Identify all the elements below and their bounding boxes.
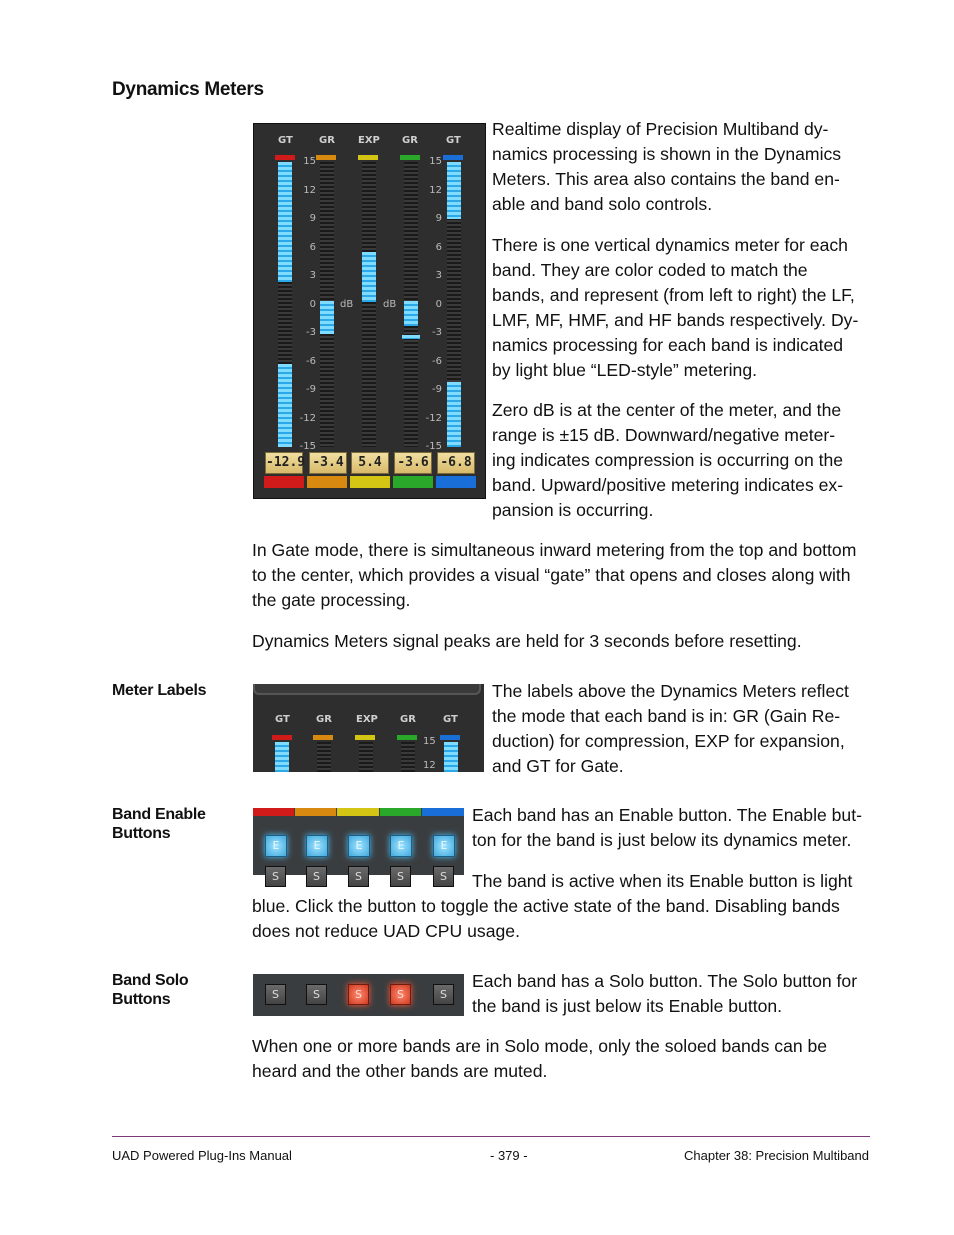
para-enable-2: The band is active when its Enable button is light blue. Click the button to toggle the active state of the band. Disabling bands does not reduce UAD CPU usage. — [252, 871, 853, 941]
scale-left — [296, 156, 316, 461]
db-label-right: dB — [383, 299, 397, 310]
meter-label: GT — [275, 714, 290, 725]
meter-level-hf — [444, 742, 458, 772]
solo-button-partial[interactable]: S — [433, 866, 454, 887]
scale-right — [422, 156, 442, 461]
footer-rule — [112, 1136, 870, 1137]
solo-button-lf[interactable]: S — [265, 984, 286, 1005]
meter-value-mf: 5.4 — [351, 452, 389, 474]
para-dynamics-2: There is one vertical dynamics meter for each band. They are color coded to match the bands, and represent (from left to right) the LF, LMF, MF, HMF, and HF bands respectively. Dy- namics processing for each band is indicated by light blue “LED-style” metering. — [492, 235, 859, 380]
meter-level-lf — [275, 742, 289, 772]
scale-tick: -6 — [432, 355, 442, 367]
band-color-hmf — [393, 476, 433, 488]
meter-level-hmf — [404, 301, 418, 326]
band-strip-mf — [355, 735, 375, 740]
band-strip-lmf — [316, 155, 336, 160]
meter-value-hf: -6.8 — [437, 452, 475, 474]
scale-tick: 0 — [435, 298, 442, 310]
scale-tick: -9 — [306, 384, 316, 395]
meter-label: GT — [446, 135, 461, 146]
footer-right: Chapter 38: Precision Multiband — [684, 1148, 869, 1163]
scale-tick: 6 — [309, 241, 316, 253]
band-color-hf — [436, 476, 476, 488]
para-enable-1: Each band has an Enable button. The Enable but- ton for the band is just below its dynamics meter. — [472, 805, 862, 850]
solo-button-partial[interactable]: S — [390, 866, 411, 887]
db-label-left: dB — [340, 299, 354, 310]
meter-level-hf-top — [447, 162, 461, 219]
meter-track-lmf — [317, 742, 331, 772]
meter-track-mf — [362, 162, 376, 447]
para-dynamics-1: Realtime display of Precision Multiband dy- namics processing is shown in the Dynamics Meters. This area also contains the band en- able and band solo controls. — [492, 119, 842, 214]
meter-label: GR — [402, 135, 418, 146]
footer-page-number: - 379 - — [490, 1148, 528, 1163]
meter-label: GR — [316, 714, 332, 725]
meter-label: GT — [443, 714, 458, 725]
scale-tick: -12 — [299, 412, 316, 424]
scale-tick: 15 — [429, 156, 442, 167]
scale-tick: -15 — [299, 441, 316, 452]
scale-tick: 3 — [309, 270, 316, 281]
band-enable-heading: Band Enable Buttons — [112, 806, 206, 842]
para-peaks: Dynamics Meters signal peaks are held for 3 seconds before resetting. — [252, 631, 802, 651]
scale-tick: 9 — [309, 213, 316, 224]
band-color-mf — [350, 476, 390, 488]
band-color-lmf — [307, 476, 347, 488]
scale-tick: -15 — [425, 441, 442, 452]
band-color-lf — [253, 808, 294, 816]
para-dynamics-3: Zero dB is at the center of the meter, and the range is ±15 dB. Downward/negative meter- ing indicates compression is occurring on the band. Upward/positive metering indicates ex- pansion is occurring. — [492, 400, 844, 520]
scale-tick: 6 — [435, 241, 442, 253]
meter-level-mf — [362, 252, 376, 302]
band-strip-lf — [272, 735, 292, 740]
meter-track-hmf — [401, 742, 415, 772]
scale-tick: -12 — [425, 412, 442, 424]
meter-labels-image — [253, 684, 484, 772]
para-gate: In Gate mode, there is simultaneous inward metering from the top and bottom to the center, which provides a visual “gate” that opens and closes along with the gate processing. — [252, 540, 857, 610]
para-solo-2: When one or more bands are in Solo mode, only the soloed bands can be heard and the other bands are muted. — [252, 1036, 828, 1081]
band-solo-heading: Band Solo Buttons — [112, 972, 189, 1008]
scale-tick: 0 — [309, 298, 316, 310]
scale-tick: -6 — [306, 355, 316, 367]
panel-top-edge — [253, 684, 481, 695]
enable-button-hf[interactable]: E — [433, 835, 455, 857]
meter-label: GR — [400, 714, 416, 725]
meter-track-mf — [359, 742, 373, 772]
meter-level-lmf — [320, 301, 334, 334]
band-strip-lmf — [313, 735, 333, 740]
scale-tick: 12 — [429, 184, 442, 196]
scale-tick: 15 — [303, 156, 316, 167]
band-strip-mf — [358, 155, 378, 160]
scale-tick: 3 — [435, 270, 442, 281]
solo-button-hf[interactable]: S — [433, 984, 454, 1005]
scale-tick: -3 — [432, 327, 442, 338]
scale-tick: -9 — [432, 384, 442, 395]
scale-tick: 12 — [423, 760, 436, 771]
solo-button-partial[interactable]: S — [348, 866, 369, 887]
solo-button-hmf[interactable]: S — [390, 984, 411, 1005]
para-meter-labels: The labels above the Dynamics Meters reflect the mode that each band is in: GR (Gain Re- duction) for compression, EXP for expansion, and GT for Gate. — [492, 681, 849, 776]
band-strip-hmf — [400, 155, 420, 160]
solo-button-partial[interactable]: S — [306, 866, 327, 887]
meter-level-lf-top — [278, 162, 292, 282]
scale-tick: -3 — [306, 327, 316, 338]
meter-label: EXP — [358, 135, 380, 146]
band-strip-hf — [440, 735, 460, 740]
meter-value-hmf: -3.6 — [394, 452, 432, 474]
meter-peak-hmf — [402, 335, 420, 339]
meter-label: GT — [278, 135, 293, 146]
enable-button-mf[interactable]: E — [348, 835, 370, 857]
footer-left: UAD Powered Plug-Ins Manual — [112, 1148, 292, 1163]
scale-tick: 9 — [435, 213, 442, 224]
scale-tick: 12 — [303, 184, 316, 196]
enable-button-hmf[interactable]: E — [390, 835, 412, 857]
band-strip-hf — [443, 155, 463, 160]
band-strip-hmf — [397, 735, 417, 740]
meter-label: EXP — [356, 714, 378, 725]
band-color-lf — [264, 476, 304, 488]
meter-value-lmf: -3.4 — [309, 452, 347, 474]
band-color-lmf — [295, 808, 336, 816]
band-color-hf — [422, 808, 464, 816]
band-color-mf — [337, 808, 379, 816]
meter-level-lf-bottom — [278, 364, 292, 447]
meter-value-lf: -12.9 — [265, 452, 303, 474]
meter-level-hf-bottom — [447, 382, 461, 447]
solo-button-mf[interactable]: S — [348, 984, 369, 1005]
band-enable-image — [253, 808, 464, 883]
para-solo-1: Each band has a Solo button. The Solo button for the band is just below its Enable button. — [472, 971, 858, 1016]
enable-button-lf[interactable]: E — [265, 835, 287, 857]
band-solo-image — [253, 974, 464, 1016]
scale-tick: 15 — [423, 736, 436, 747]
solo-button-lmf[interactable]: S — [306, 984, 327, 1005]
band-color-hmf — [380, 808, 421, 816]
dynamics-meters-image — [253, 123, 486, 499]
meter-labels-heading: Meter Labels — [112, 682, 207, 699]
band-strip-lf — [275, 155, 295, 160]
meter-label: GR — [319, 135, 335, 146]
solo-button-partial[interactable]: S — [265, 866, 286, 887]
section-title: Dynamics Meters — [112, 79, 264, 100]
enable-button-lmf[interactable]: E — [306, 835, 328, 857]
